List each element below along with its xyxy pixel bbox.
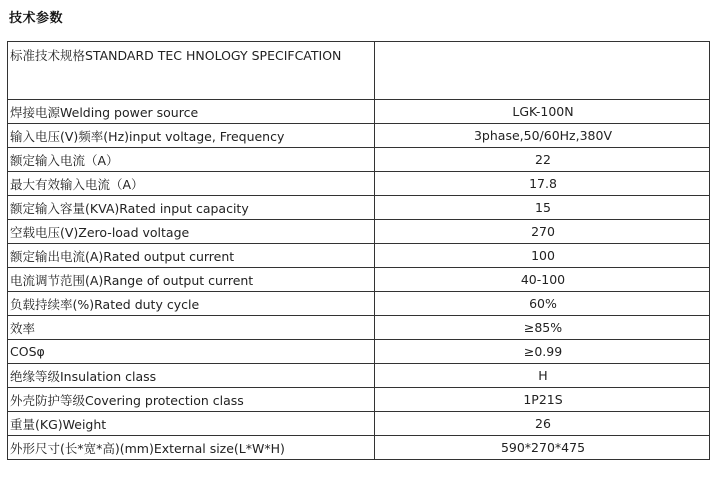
table-row: [8, 124, 710, 148]
row-value: 590*270*475: [375, 436, 710, 460]
spec-table: [7, 41, 710, 460]
table-row: [8, 316, 710, 340]
row-label: 空载电压(V)Zero-load voltage: [8, 220, 375, 244]
section-heading: 技术参数: [9, 11, 64, 26]
row-value: 22: [375, 148, 710, 172]
row-value: LGK-100N: [375, 100, 710, 124]
row-value: 40-100: [375, 268, 710, 292]
table-header-value: [375, 42, 710, 100]
table-row: [8, 196, 710, 220]
table-row: [8, 172, 710, 196]
table-row: [8, 436, 710, 460]
table-row: [8, 268, 710, 292]
row-value: 3phase,50/60Hz,380V: [375, 124, 710, 148]
row-label: 负载持续率(%)Rated duty cycle: [8, 292, 375, 316]
row-label: 绝缘等级Insulation class: [8, 364, 375, 388]
table-row: [8, 148, 710, 172]
row-label: 重量(KG)Weight: [8, 412, 375, 436]
row-value: 15: [375, 196, 710, 220]
row-value: 17.8: [375, 172, 710, 196]
row-value: 26: [375, 412, 710, 436]
table-row: [8, 100, 710, 124]
row-label: 外壳防护等级Covering protection class: [8, 388, 375, 412]
row-value: H: [375, 364, 710, 388]
row-label: COSφ: [8, 340, 375, 364]
row-label: 最大有效输入电流（A）: [8, 172, 375, 196]
row-value: 60%: [375, 292, 710, 316]
table-row: [8, 292, 710, 316]
table-row: [8, 388, 710, 412]
table-row: [8, 244, 710, 268]
table-row: [8, 364, 710, 388]
row-label: 输入电压(V)频率(Hz)input voltage, Frequency: [8, 124, 375, 148]
row-label: 额定输入容量(KVA)Rated input capacity: [8, 196, 375, 220]
row-value: 1P21S: [375, 388, 710, 412]
row-label: 额定输入电流（A）: [8, 148, 375, 172]
row-label: 电流调节范围(A)Range of output current: [8, 268, 375, 292]
row-label: 额定输出电流(A)Rated output current: [8, 244, 375, 268]
table-header-row: [8, 42, 710, 100]
row-value: 270: [375, 220, 710, 244]
row-label: 外形尺寸(长*宽*高)(mm)External size(L*W*H): [8, 436, 375, 460]
table-header-label: 标准技术规格STANDARD TEC HNOLOGY SPECIFCATION: [8, 42, 375, 100]
row-label: 焊接电源Welding power source: [8, 100, 375, 124]
table-row: [8, 220, 710, 244]
table-row: [8, 412, 710, 436]
row-value: ≥85%: [375, 316, 710, 340]
table-row: [8, 340, 710, 364]
row-value: ≥0.99: [375, 340, 710, 364]
row-label: 效率: [8, 316, 375, 340]
row-value: 100: [375, 244, 710, 268]
